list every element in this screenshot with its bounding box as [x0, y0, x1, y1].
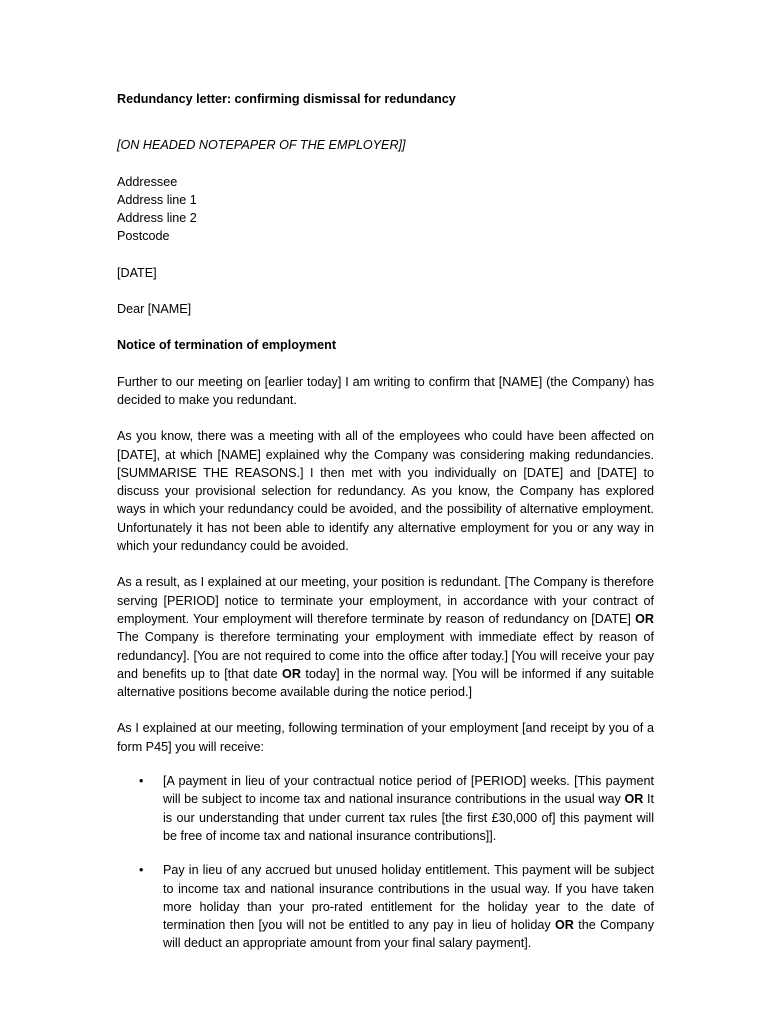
paragraph-notice: [117, 573, 654, 701]
address-line: Address line 1: [117, 192, 197, 207]
address-line: Address line 2: [117, 211, 197, 226]
address-block: [117, 173, 654, 246]
text-segment: The Company is therefore terminating your employment with immediate effect by reason of redundancy]. [You are not required to come into the office after today.] [You will receive your pay and benefits up to [that date: [117, 630, 654, 681]
letter-body: [117, 90, 654, 953]
subject-heading: Notice of termination of employment: [117, 338, 337, 353]
letter-date: [DATE]: [117, 265, 157, 280]
paragraph-meeting: Further to our meeting on [earlier today] I am writing to confirm that [NAME] (the Company) has decided to make you redundant.: [117, 374, 654, 407]
headed-notepaper-note: [ON HEADED NOTEPAPER OF THE EMPLOYER]]: [117, 138, 406, 153]
list-item: [117, 772, 654, 845]
or-keyword: OR: [635, 611, 654, 626]
bullet-icon: •: [139, 863, 144, 878]
paragraph-entitlements: As I explained at our meeting, following termination of your employment [and receipt by you of a form P45] you will receive:: [117, 721, 654, 754]
list-item: [117, 861, 654, 952]
bullet-icon: •: [139, 774, 144, 789]
text-segment: Pay in lieu of any accrued but unused holiday entitlement. This payment will be subject to income tax and national insurance contributions in the usual way. If you have taken more holiday than your pro-rated entitlement for the holiday year to the date of termination then [you will not be entitled to any pay in lieu of holiday: [163, 863, 654, 933]
document-title: Redundancy letter: confirming dismissal for redundancy: [117, 92, 456, 106]
text-segment: the Company will deduct an appropriate amount from your final salary payment].: [163, 918, 654, 951]
or-keyword: OR: [555, 918, 574, 933]
text-segment: As a result, as I explained at our meeting, your position is redundant. [The Company is therefore serving [PERIOD] notice to terminate your employment, in accordance with your contract of employment. Your employment will therefore terminate by reason of redundancy on [DATE]: [117, 575, 654, 626]
text-segment: [A payment in lieu of your contractual notice period of [PERIOD] weeks. [This payment will be subject to income tax and national insurance contributions in the usual way: [163, 774, 654, 807]
salutation: Dear [NAME]: [117, 302, 192, 317]
paragraph-consultation: As you know, there was a meeting with all of the employees who could have been affected on [DATE], at which [NAME] explained why the Company was considering making redundancies. [SUMMARISE THE REASONS.] I then met with you individually on [DATE] and [DATE] to discuss your provisional selection for redundancy. As you know, the Company has explored ways in which your redundancy could be avoided, and the possibility of alternative employment. Unfortunately it has not been able to identify any alternative employment for you or any way in which your redundancy could be avoided.: [117, 429, 654, 554]
address-line: Addressee: [117, 174, 178, 189]
text-segment: today] in the normal way. [You will be informed if any suitable alternative positions become available during the notice period.]: [117, 666, 654, 700]
text-segment: It is our understanding that under current tax rules [the first £30,000 of] this payment will be free of income tax and national insurance contributions]].: [163, 792, 654, 843]
or-keyword: OR: [282, 666, 301, 681]
address-line: Postcode: [117, 229, 170, 244]
or-keyword: OR: [624, 792, 644, 807]
entitlements-list: [117, 772, 654, 953]
